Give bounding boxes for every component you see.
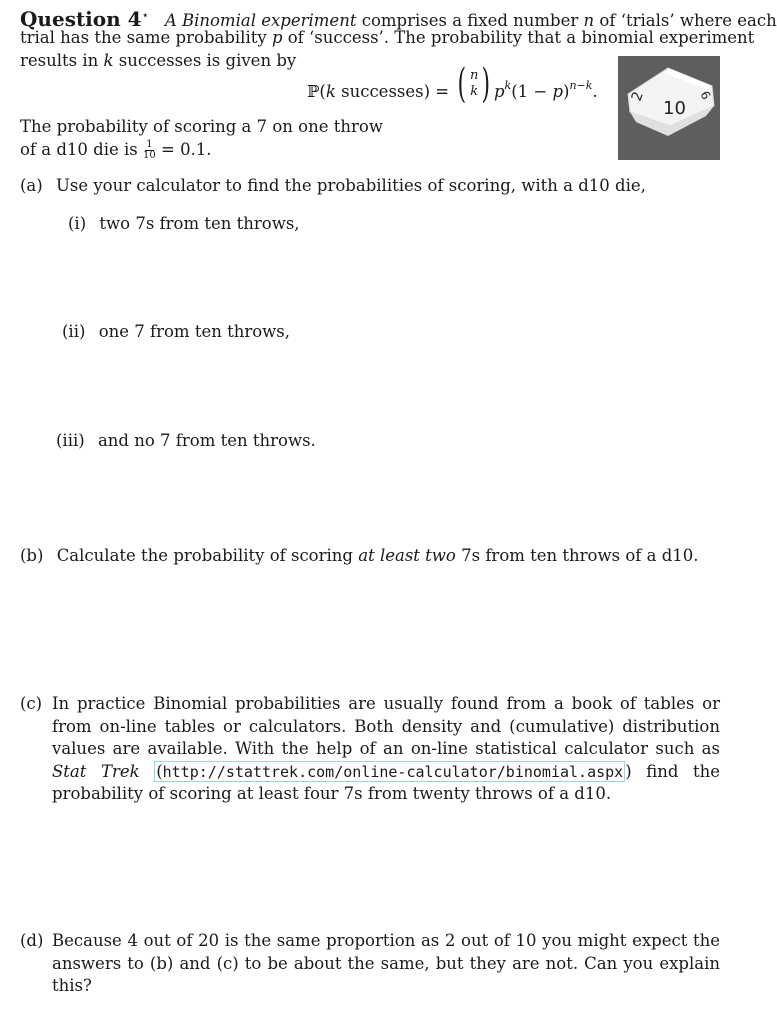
d10-die-photo [618, 56, 720, 160]
question-line-2: trial has the same probability p of ‘success’. The probability that a binomial experiment [20, 28, 755, 47]
binomial-experiment-term: A Binomial experiment [164, 11, 357, 30]
question-line-3: results in k successes is given by [20, 51, 297, 70]
part-a-ii-label: (ii) [62, 322, 86, 341]
part-c-text: In practice Binomial probabilities are usually found from a book of tables or from on-line tables or calculators. Both density and (cumulative) distribution values are available. With the help of an on-line statistical calculator such as Stat Trek (http://stattrek.com/online-calculator/binomial.aspx ) find the probability of scoring at least four 7s from twenty throws of a d10. [52, 694, 720, 803]
part-d [20, 930, 720, 998]
binomial-coefficient: ( n k ) [457, 61, 491, 107]
part-a-i-text: two 7s from ten throws, [99, 214, 300, 233]
binomial-formula: ℙ(k successes) = ( n k ) $p^k(1 - p)^{n-k}$. [307, 61, 598, 107]
part-a-ii-text: one 7 from ten throws, [98, 322, 291, 341]
part-a-i [68, 213, 300, 235]
part-a [20, 175, 646, 197]
svg-text:6: 6 [697, 88, 714, 103]
question-intro-line: Question 4⋆ A Binomial experiment comprises a fixed number n of ‘trials’ where each [20, 7, 777, 31]
part-a-iii-label: (iii) [56, 431, 85, 450]
part-d-label: (d) [20, 931, 44, 950]
one-tenth-fraction: $\frac{1}{10}$ [143, 139, 156, 161]
part-c-label: (c) [20, 694, 43, 713]
part-a-text: Use your calculator to find the probabilities of scoring, with a d10 die, [55, 176, 646, 195]
part-d-text: Because 4 out of 20 is the same proportion as 2 out of 10 you might expect the answers to (b) and (c) to be about the same, but they are not. Can you explain this? [52, 931, 720, 995]
star-marker: ⋆ [141, 8, 150, 22]
probability-line-1: The probability of scoring a 7 on one throw [20, 117, 383, 136]
svg-text:10: 10 [663, 98, 686, 119]
part-a-iii [56, 430, 316, 452]
part-a-label: (a) [20, 176, 43, 195]
probability-line-2: of a d10 die is $\frac{1}{10}$ = 0.1. [20, 139, 212, 161]
part-a-i-label: (i) [68, 214, 87, 233]
part-b: (b) Calculate the probability of scoring at least two 7s from ten throws of a d10. [20, 546, 699, 565]
part-b-label: (b) [20, 546, 44, 565]
stattrek-link[interactable]: (http://stattrek.com/online-calculator/binomial.aspx [156, 761, 624, 781]
question-title: Question 4 [20, 7, 142, 31]
part-c [20, 693, 720, 806]
d10-die-icon [618, 56, 720, 160]
part-a-ii [62, 321, 290, 343]
svg-text:2: 2 [628, 89, 647, 104]
part-a-iii-text: and no 7 from ten throws. [97, 431, 316, 450]
